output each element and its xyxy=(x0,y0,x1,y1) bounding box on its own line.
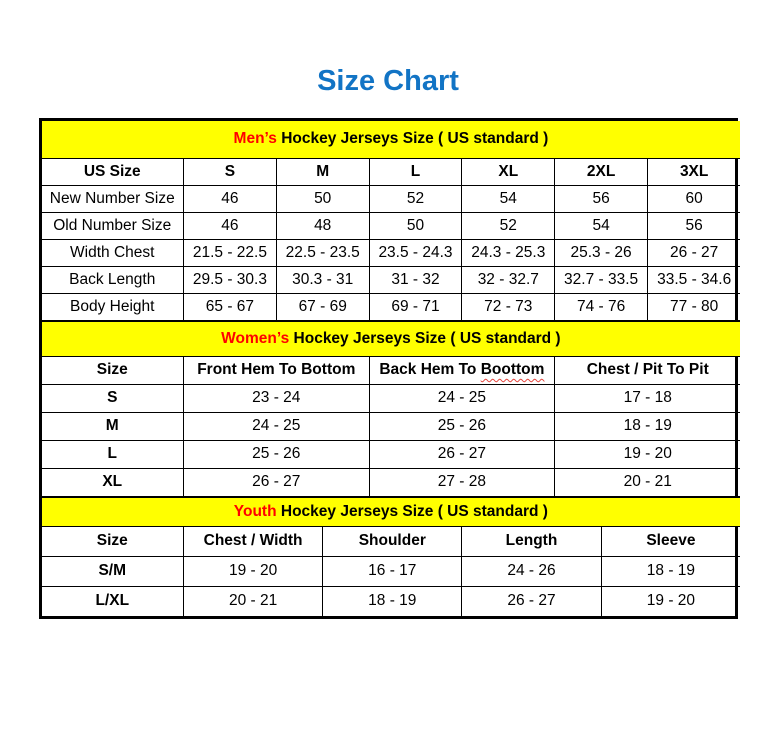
row-label: Width Chest xyxy=(42,239,184,266)
col-header: Sleeve xyxy=(601,526,740,556)
col-header-misspelled xyxy=(369,356,555,384)
table-cell: 24 - 25 xyxy=(184,412,370,440)
table-cell: 24 - 25 xyxy=(369,384,555,412)
size-chart-container xyxy=(39,118,738,619)
table-cell: 18 - 19 xyxy=(601,556,740,586)
table-row xyxy=(42,586,741,616)
table-cell: 19 - 20 xyxy=(601,586,740,616)
table-cell: 20 - 21 xyxy=(184,586,323,616)
table-cell: 17 - 18 xyxy=(555,384,741,412)
womens-header-row xyxy=(42,356,741,384)
table-row xyxy=(42,556,741,586)
table-row xyxy=(42,293,741,320)
table-cell: 30.3 - 31 xyxy=(276,266,369,293)
mens-section-band xyxy=(42,121,741,158)
table-cell: 46 xyxy=(184,185,277,212)
mens-band-highlight: Men’s xyxy=(233,130,277,148)
mens-header-row xyxy=(42,158,741,185)
table-cell: 23 - 24 xyxy=(184,384,370,412)
table-cell: 32.7 - 33.5 xyxy=(555,266,648,293)
table-cell: 67 - 69 xyxy=(276,293,369,320)
col-header: Chest / Pit To Pit xyxy=(555,356,741,384)
misspelled-word: Boottom xyxy=(480,361,545,378)
table-cell: 23.5 - 24.3 xyxy=(369,239,462,266)
table-cell: 27 - 28 xyxy=(369,468,555,496)
table-cell: 26 - 27 xyxy=(647,239,740,266)
table-cell: 24.3 - 25.3 xyxy=(462,239,555,266)
col-header: Shoulder xyxy=(323,526,462,556)
col-header: Length xyxy=(462,526,601,556)
womens-band-highlight: Women’s xyxy=(221,329,290,347)
table-cell: 32 - 32.7 xyxy=(462,266,555,293)
page-title: Size Chart xyxy=(317,65,459,97)
col-header: M xyxy=(276,158,369,185)
table-cell: 22.5 - 23.5 xyxy=(276,239,369,266)
table-row xyxy=(42,412,741,440)
table-cell: 19 - 20 xyxy=(555,440,741,468)
table-cell: 25 - 26 xyxy=(369,412,555,440)
womens-section-band xyxy=(42,321,741,356)
col-header: 2XL xyxy=(555,158,648,185)
womens-section-band-row xyxy=(42,321,741,356)
womens-band-text: Hockey Jerseys Size ( US standard ) xyxy=(293,329,561,347)
table-cell: 74 - 76 xyxy=(555,293,648,320)
row-label: L/XL xyxy=(42,586,184,616)
table-cell: 18 - 19 xyxy=(555,412,741,440)
table-cell: 69 - 71 xyxy=(369,293,462,320)
table-row xyxy=(42,384,741,412)
table-cell: 31 - 32 xyxy=(369,266,462,293)
table-cell: 54 xyxy=(462,185,555,212)
table-cell: 16 - 17 xyxy=(323,556,462,586)
womens-size-table xyxy=(42,321,741,497)
table-cell: 60 xyxy=(647,185,740,212)
table-cell: 26 - 27 xyxy=(184,468,370,496)
table-cell: 52 xyxy=(462,212,555,239)
col-header: 3XL xyxy=(647,158,740,185)
table-cell: 24 - 26 xyxy=(462,556,601,586)
col-header: L xyxy=(369,158,462,185)
youth-section-band-row xyxy=(42,497,741,526)
row-label: S/M xyxy=(42,556,184,586)
table-cell: 65 - 67 xyxy=(184,293,277,320)
row-label: Body Height xyxy=(42,293,184,320)
table-cell: 29.5 - 30.3 xyxy=(184,266,277,293)
youth-section-band xyxy=(42,497,741,526)
row-label: S xyxy=(42,384,184,412)
table-cell: 56 xyxy=(555,185,648,212)
table-cell: 56 xyxy=(647,212,740,239)
table-cell: 50 xyxy=(276,185,369,212)
table-row xyxy=(42,468,741,496)
mens-section-band-row xyxy=(42,121,741,158)
row-label: Old Number Size xyxy=(42,212,184,239)
table-cell: 77 - 80 xyxy=(647,293,740,320)
table-cell: 25.3 - 26 xyxy=(555,239,648,266)
table-cell: 26 - 27 xyxy=(369,440,555,468)
table-cell: 72 - 73 xyxy=(462,293,555,320)
table-cell: 25 - 26 xyxy=(184,440,370,468)
col-header: Chest / Width xyxy=(184,526,323,556)
row-label: New Number Size xyxy=(42,185,184,212)
row-label: L xyxy=(42,440,184,468)
row-label: Back Length xyxy=(42,266,184,293)
table-row xyxy=(42,185,741,212)
table-row xyxy=(42,266,741,293)
table-cell: 48 xyxy=(276,212,369,239)
mens-size-table xyxy=(42,121,741,321)
row-label: XL xyxy=(42,468,184,496)
col-header: Size xyxy=(42,526,184,556)
table-row xyxy=(42,239,741,266)
youth-band-text: Hockey Jerseys Size ( US standard ) xyxy=(280,502,548,520)
row-label: M xyxy=(42,412,184,440)
col-header: US Size xyxy=(42,158,184,185)
table-cell: 26 - 27 xyxy=(462,586,601,616)
table-cell: 33.5 - 34.6 xyxy=(647,266,740,293)
table-cell: 20 - 21 xyxy=(555,468,741,496)
youth-header-row xyxy=(42,526,741,556)
size-chart-page xyxy=(0,64,776,756)
table-cell: 18 - 19 xyxy=(323,586,462,616)
col-header: Front Hem To Bottom xyxy=(184,356,370,384)
col-header: Size xyxy=(42,356,184,384)
mens-band-text: Hockey Jerseys Size ( US standard ) xyxy=(281,130,549,148)
youth-band-highlight: Youth xyxy=(233,502,277,520)
table-cell: 19 - 20 xyxy=(184,556,323,586)
col-header: S xyxy=(184,158,277,185)
table-cell: 54 xyxy=(555,212,648,239)
table-cell: 50 xyxy=(369,212,462,239)
col-header: XL xyxy=(462,158,555,185)
table-cell: 21.5 - 22.5 xyxy=(184,239,277,266)
youth-size-table xyxy=(42,497,741,617)
table-cell: 46 xyxy=(184,212,277,239)
col-header-prefix: Back Hem To xyxy=(379,361,477,378)
table-row xyxy=(42,440,741,468)
table-row xyxy=(42,212,741,239)
table-cell: 52 xyxy=(369,185,462,212)
